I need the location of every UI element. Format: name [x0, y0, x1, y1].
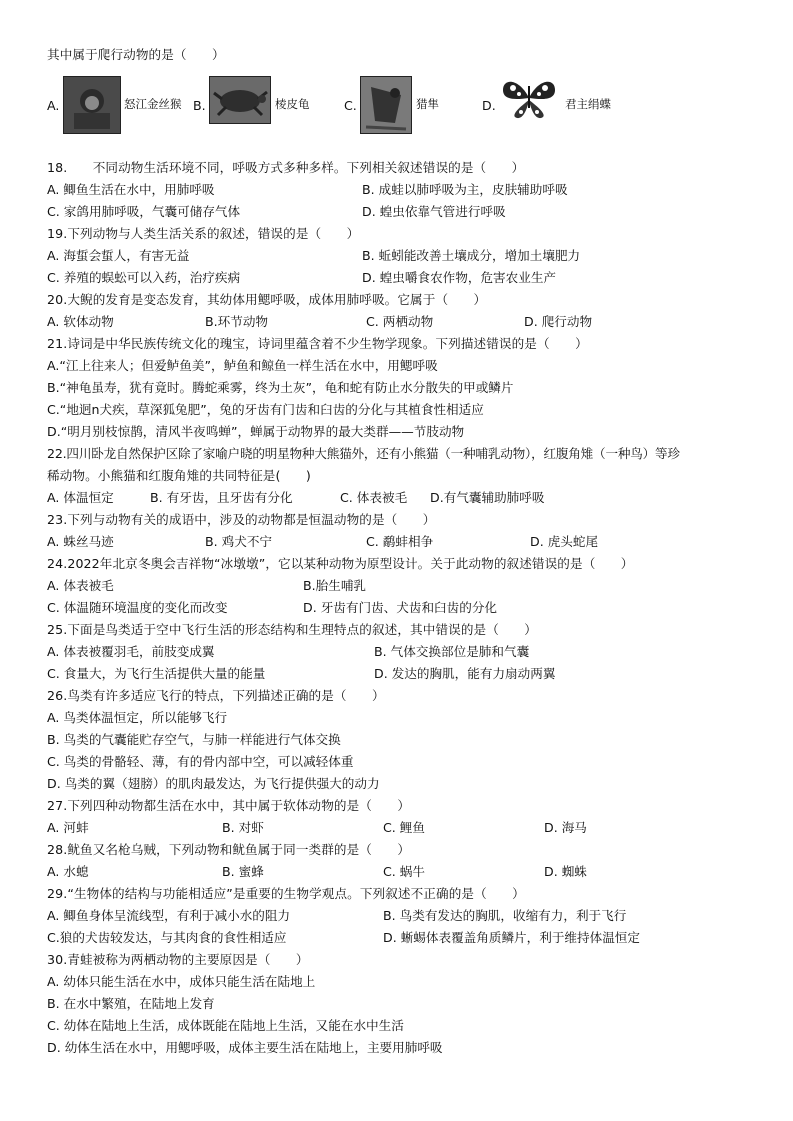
q17-option-b-letter: B.	[193, 98, 206, 113]
q26-stem: 26.鸟类有许多适应飞行的特点，下列描述正确的是（ ）	[47, 688, 385, 703]
q18-option-b[interactable]: B. 成蛙以肺呼吸为主，皮肤辅助呼吸	[362, 182, 568, 197]
q20-option-b[interactable]: B.环节动物	[205, 314, 269, 329]
q27-option-a[interactable]: A. 河蚌	[47, 820, 89, 835]
q20-option-a[interactable]: A. 软体动物	[47, 314, 114, 329]
q29-option-b[interactable]: B. 鸟类有发达的胸肌，收缩有力，利于飞行	[383, 908, 627, 923]
q29-option-d[interactable]: D. 蜥蜴体表覆盖角质鳞片，利于维持体温恒定	[383, 930, 640, 945]
q26-option-c[interactable]: C. 鸟类的骨骼轻、薄，有的骨内部中空，可以减轻体重	[47, 754, 354, 769]
q24-option-a[interactable]: A. 体表被毛	[47, 578, 114, 593]
q22-option-d[interactable]: D.有气囊辅助肺呼吸	[430, 490, 545, 505]
q17-option-d-caption: 君主绢蝶	[565, 97, 611, 111]
q25-option-c[interactable]: C. 食量大，为飞行生活提供大量的能量	[47, 666, 266, 681]
q27-option-c[interactable]: C. 鲤鱼	[383, 820, 425, 835]
q24-option-d[interactable]: D. 牙齿有门齿、犬齿和臼齿的分化	[303, 600, 498, 615]
q17-option-c-caption: 猎隼	[416, 97, 439, 111]
falcon-photo-icon	[360, 76, 412, 134]
q19-option-c[interactable]: C. 养殖的蜈蚣可以入药，治疗疾病	[47, 270, 241, 285]
q17-stem: 其中属于爬行动物的是（ ）	[47, 47, 225, 62]
q21-option-b[interactable]: B.“神龟虽寿，犹有竟时。腾蛇乘雾，终为土灰”，龟和蛇有防止水分散失的甲或鳞片	[47, 380, 514, 395]
q23-option-a[interactable]: A. 蛛丝马迹	[47, 534, 114, 549]
turtle-photo-icon	[209, 76, 271, 124]
q21-option-a[interactable]: A.“江上往来人；但爱鲈鱼美”，鲈鱼和鲸鱼一样生活在水中，用鳃呼吸	[47, 358, 438, 373]
q22-stem-line2: 稀动物。小熊猫和红腹角雉的共同特征是( )	[47, 468, 311, 483]
q29-stem: 29.“生物体的结构与功能相适应”是重要的生物学观点。下列叙述不正确的是（ ）	[47, 886, 525, 901]
q28-option-a[interactable]: A. 水螅	[47, 864, 89, 879]
q28-option-c[interactable]: C. 蜗牛	[383, 864, 425, 879]
q22-stem-line1: 22.四川卧龙自然保护区除了家喻户晓的明星物种大熊猫外，还有小熊猫（一种哺乳动物），红腹角雉（一种鸟）等珍	[47, 446, 680, 461]
q29-option-a[interactable]: A. 鲫鱼身体呈流线型，有利于减小水的阻力	[47, 908, 291, 923]
q25-option-b[interactable]: B. 气体交换部位是肺和气囊	[374, 644, 530, 659]
q18-stem: 18. 不同动物生活环境不同，呼吸方式多种多样。下列相关叙述错误的是（ ）	[47, 160, 525, 175]
q22-option-b[interactable]: B. 有牙齿，且牙齿有分化	[150, 490, 293, 505]
q29-option-c[interactable]: C.狼的犬齿较发达，与其肉食的食性相适应	[47, 930, 287, 945]
q23-option-c[interactable]: C. 鹬蚌相争	[366, 534, 434, 549]
q19-option-a[interactable]: A. 海蜇会蜇人，有害无益	[47, 248, 190, 263]
q21-stem: 21.诗词是中华民族传统文化的瑰宝，诗词里蕴含着不少生物学现象。下列描述错误的是（ ）	[47, 336, 588, 351]
q26-option-b[interactable]: B. 鸟类的气囊能贮存空气，与肺一样能进行气体交换	[47, 732, 341, 747]
q30-option-d[interactable]: D. 幼体生活在水中，用鳃呼吸，成体主要生活在陆地上，主要用肺呼吸	[47, 1040, 443, 1055]
q24-option-c[interactable]: C. 体温随环境温度的变化而改变	[47, 600, 228, 615]
q23-option-b[interactable]: B. 鸡犬不宁	[205, 534, 273, 549]
q20-option-c[interactable]: C. 两栖动物	[366, 314, 434, 329]
q18-option-a[interactable]: A. 鲫鱼生活在水中，用肺呼吸	[47, 182, 215, 197]
q25-option-d[interactable]: D. 发达的胸肌，能有力扇动两翼	[374, 666, 556, 681]
q19-option-b[interactable]: B. 蚯蚓能改善土壤成分，增加土壤肥力	[362, 248, 581, 263]
q17-option-b-caption: 棱皮龟	[275, 97, 310, 111]
q27-option-d[interactable]: D. 海马	[544, 820, 587, 835]
q27-stem: 27.下列四种动物都生活在水中，其中属于软体动物的是（ ）	[47, 798, 411, 813]
monkey-photo-icon	[63, 76, 121, 134]
q26-option-a[interactable]: A. 鸟类体温恒定，所以能够飞行	[47, 710, 228, 725]
q24-stem: 24.2022年北京冬奥会吉祥物“冰墩墩”，它以某种动物为原型设计。关于此动物的叙述错误的是（ ）	[47, 556, 634, 571]
q20-stem: 20.大鲵的发育是变态发育，其幼体用鳃呼吸，成体用肺呼吸。它属于（ ）	[47, 292, 487, 307]
q21-option-c[interactable]: C.“地迥n犬疾，草深狐兔肥”，兔的牙齿有门齿和臼齿的分化与其植食性相适应	[47, 402, 484, 417]
q21-option-d[interactable]: D.“明月别枝惊鹊，清风半夜鸣蝉”，蝉属于动物界的最大类群——节肢动物	[47, 424, 465, 439]
q19-stem: 19.下列动物与人类生活关系的叙述，错误的是（ ）	[47, 226, 360, 241]
q28-option-b[interactable]: B. 蜜蜂	[222, 864, 264, 879]
q17-option-a-letter: A.	[47, 98, 60, 113]
q26-option-d[interactable]: D. 鸟类的翼（翅膀）的肌肉最发达，为飞行提供强大的动力	[47, 776, 380, 791]
q28-stem: 28.鱿鱼又名枪乌贼，下列动物和鱿鱼属于同一类群的是（ ）	[47, 842, 411, 857]
q18-option-d[interactable]: D. 蝗虫依靠气管进行呼吸	[362, 204, 506, 219]
q27-option-b[interactable]: B. 对虾	[222, 820, 264, 835]
q18-option-c[interactable]: C. 家鸽用肺呼吸，气囊可储存气体	[47, 204, 241, 219]
q23-option-d[interactable]: D. 虎头蛇尾	[530, 534, 599, 549]
q30-stem: 30.青蛙被称为两栖动物的主要原因是（ ）	[47, 952, 309, 967]
q25-stem: 25.下面是鸟类适于空中飞行生活的形态结构和生理特点的叙述，其中错误的是（ ）	[47, 622, 537, 637]
q20-option-d[interactable]: D. 爬行动物	[524, 314, 593, 329]
q22-option-a[interactable]: A. 体温恒定	[47, 490, 114, 505]
q30-option-c[interactable]: C. 幼体在陆地上生活，成体既能在陆地上生活，又能在水中生活	[47, 1018, 404, 1033]
q19-option-d[interactable]: D. 蝗虫嚼食农作物，危害农业生产	[362, 270, 557, 285]
q17-option-c-letter: C.	[344, 98, 357, 113]
q22-option-c[interactable]: C. 体表被毛	[340, 490, 408, 505]
q30-option-b[interactable]: B. 在水中繁殖，在陆地上发育	[47, 996, 215, 1011]
q17-option-a-caption: 怒江金丝猴	[124, 97, 182, 111]
q23-stem: 23.下列与动物有关的成语中，涉及的动物都是恒温动物的是（ ）	[47, 512, 436, 527]
q25-option-a[interactable]: A. 体表被覆羽毛，前肢变成翼	[47, 644, 215, 659]
q30-option-a[interactable]: A. 幼体只能生活在水中，成体只能生活在陆地上	[47, 974, 316, 989]
q17-image-options	[47, 76, 747, 136]
q24-option-b[interactable]: B.胎生哺乳	[303, 578, 367, 593]
q28-option-d[interactable]: D. 蜘蛛	[544, 864, 587, 879]
q17-option-d-letter: D.	[482, 98, 496, 113]
butterfly-photo-icon	[499, 76, 559, 120]
